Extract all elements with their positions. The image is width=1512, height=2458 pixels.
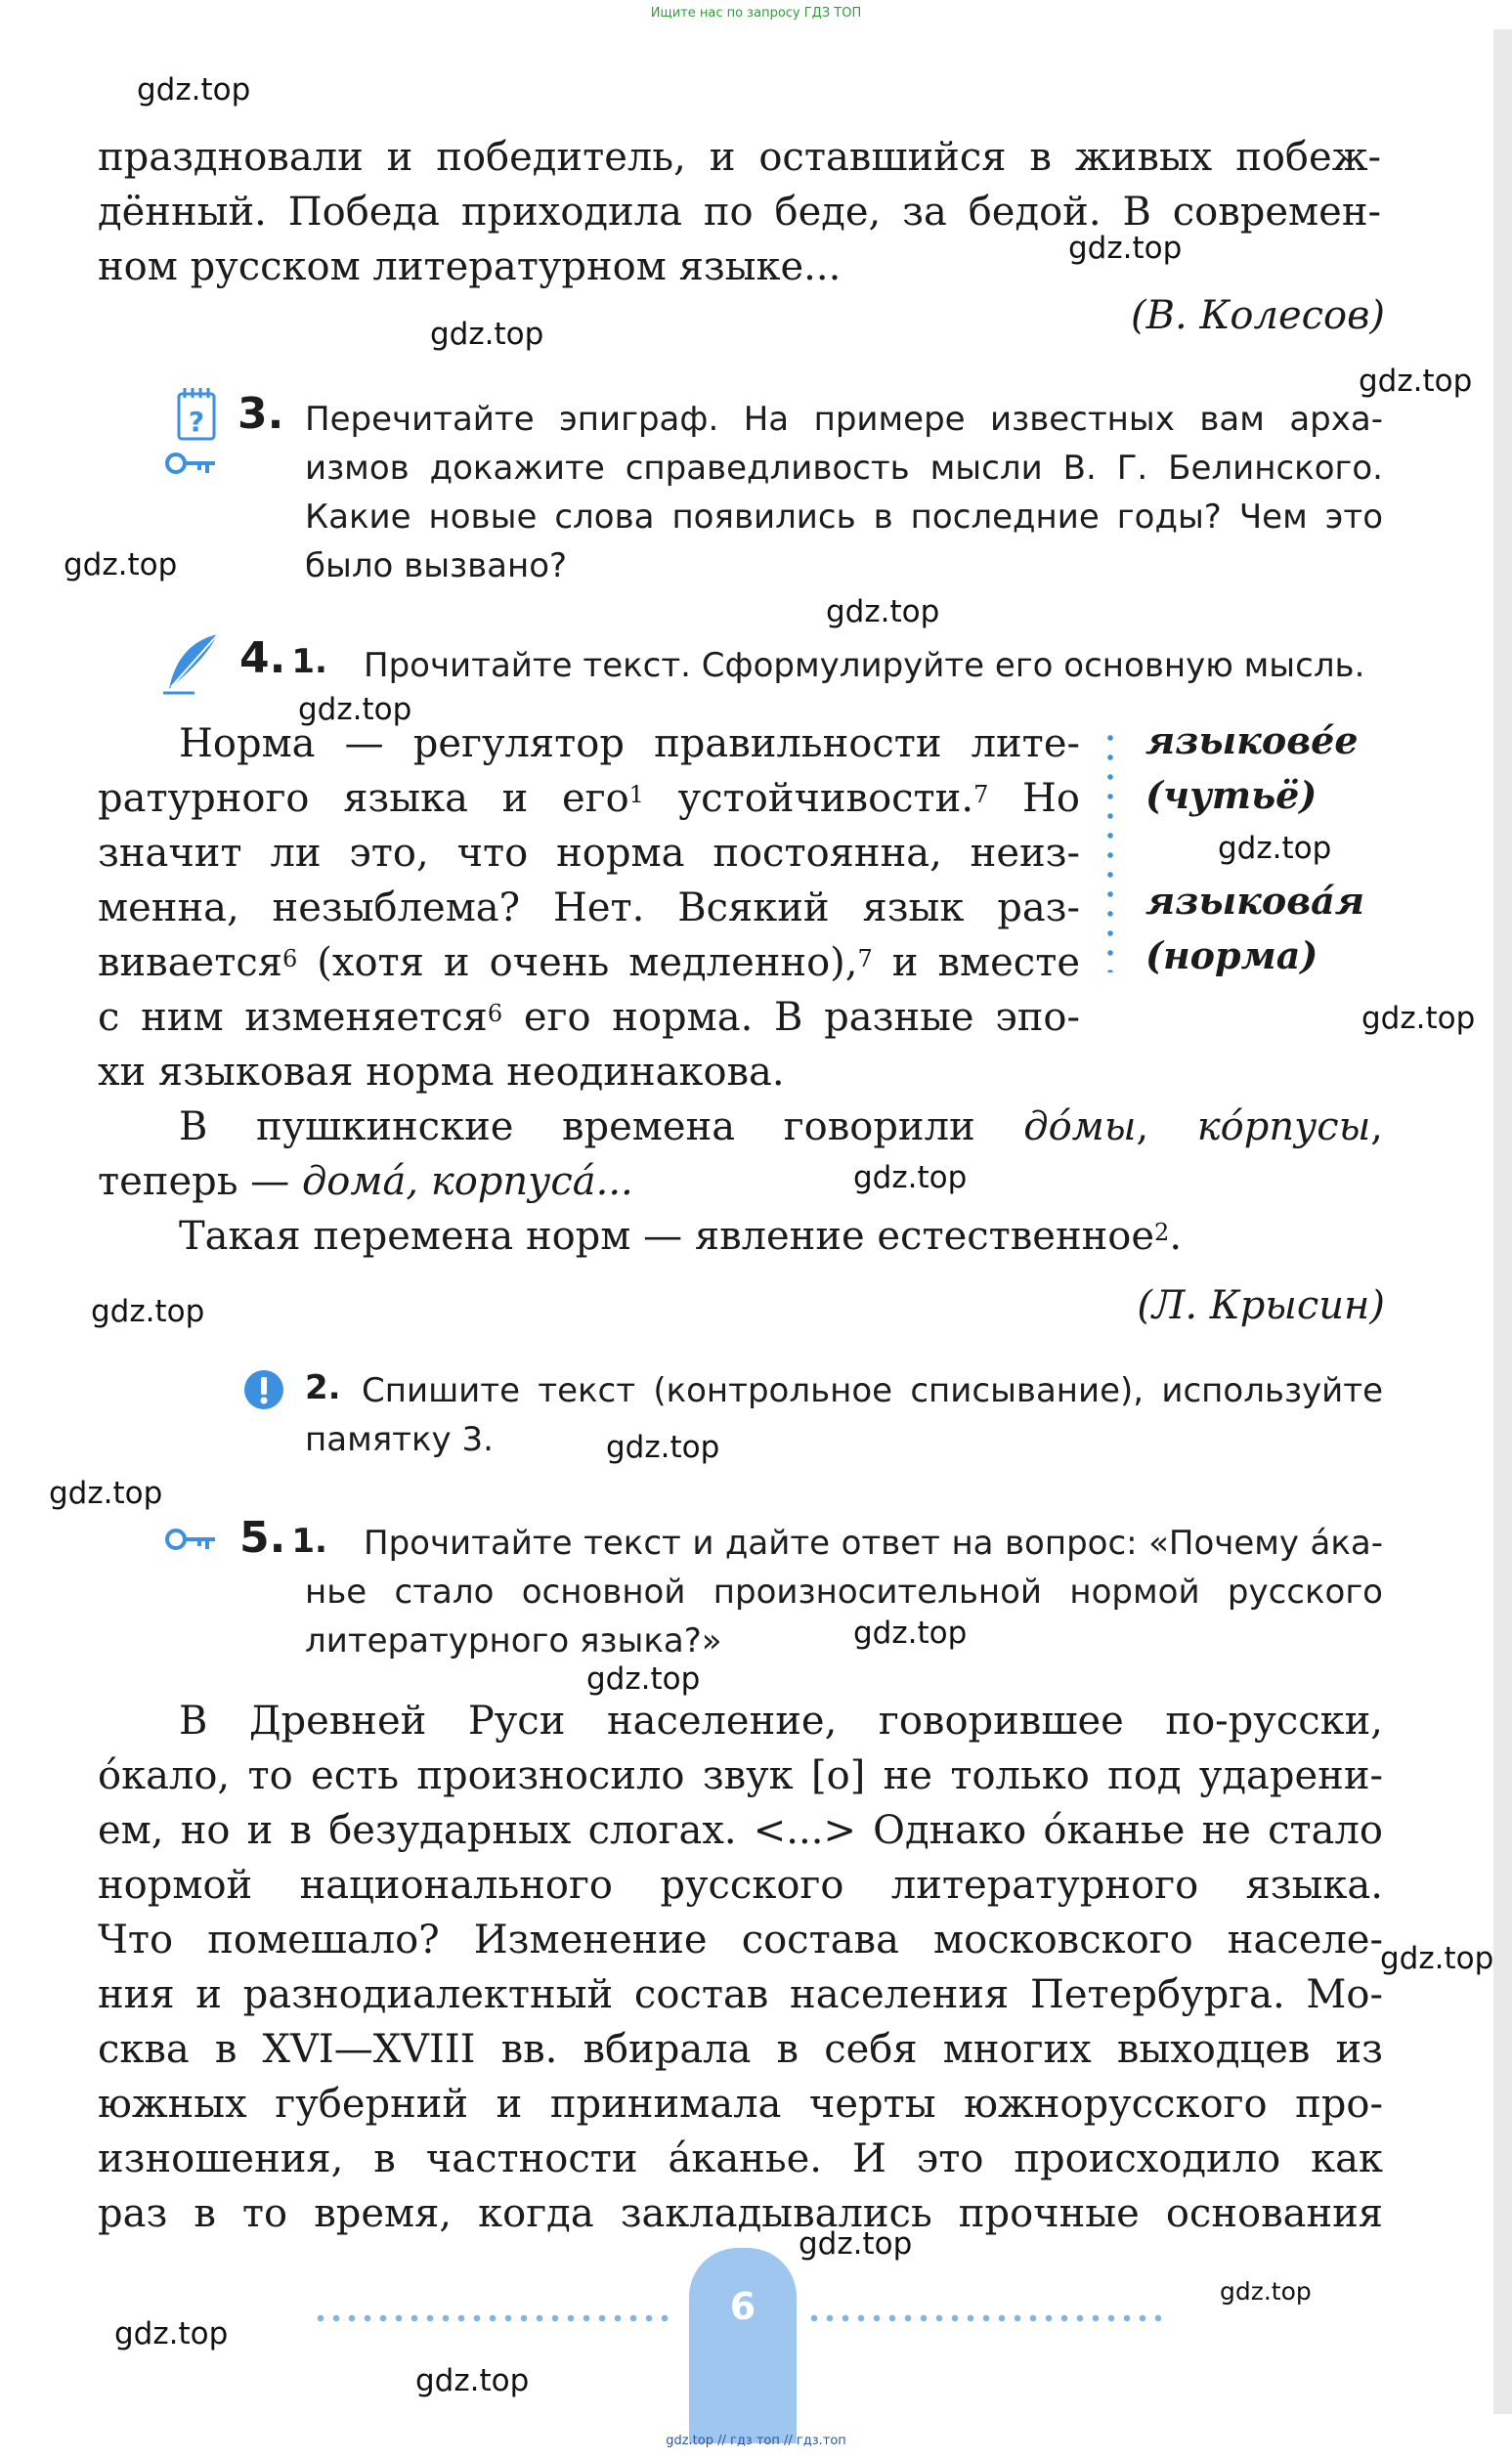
stress-mark: 1 [628,781,644,808]
watermark: gdz.top [1361,1001,1476,1036]
text-line: сква в XVI—XVIII вв. вбирала в себя многих выходцев из [98,2027,1383,2072]
task-5-instruction [305,1519,1383,1665]
text-line: ем, но и в безударных слогах. <...> Однако о́канье не стало [98,1808,1383,1853]
text-line: о́кало, то есть произносило звук [о] не только под ударени- [98,1753,1383,1798]
watermark: gdz.top [1380,1941,1494,1976]
page-edge [1493,29,1512,2414]
watermark: gdz.top [1220,2277,1312,2306]
text-line: В Древней Руси население, говорившее по-русски, [179,1699,1383,1744]
text-line: вивается$^6$ (хотя и очень медленно),$^7$ и вместе [98,940,1080,985]
task-3-text [305,395,1383,590]
sidebar-word: языкова́я [1145,879,1365,923]
watermark: gdz.top [137,72,251,108]
text-line: ратурного языка и его$^1$ устойчивости.$^7$ Но [98,776,1080,821]
fragment-source: (В. Колесов) [1131,293,1385,338]
subtask-number: 1. [291,642,327,681]
text-line: Прочитайте текст и дайте ответ на вопрос: «Почему а́ка- [364,1524,1383,1563]
key-icon [164,1526,219,1553]
task-4-number: 4. 1. [239,633,327,683]
watermark: gdz.top [1218,831,1332,866]
watermark: gdz.top [49,1476,163,1511]
bottom-banner: gdz.top // гдз топ // гдз.топ [666,2434,846,2448]
watermark: gdz.top [64,547,178,582]
question-notepad-icon [176,386,217,441]
text-line: было вызвано? [305,546,568,585]
task-4-subtask-2-number: 2. [305,1368,341,1407]
watermark: gdz.top [826,594,940,629]
watermark: gdz.top [606,1430,720,1465]
page-number: 6 [729,2285,756,2328]
stress-mark: 2 [1154,1219,1170,1246]
top-banner: Ищите нас по запросу ГДЗ ТОП [650,6,862,21]
text-line: Такая перемена норм — явление естественное$^2$. [179,1214,1183,1259]
text-line: Что помешало? Изменение состава московского населе- [98,1918,1383,1962]
text-line: менна, незыблема? Нет. Всякий язык раз- [98,885,1080,930]
stress-mark: 7 [973,781,989,808]
text-line: раз в то время, когда закладывались прочные основания [98,2191,1383,2236]
page-number-tab [689,2248,797,2443]
watermark: gdz.top [1359,364,1473,399]
text-line: В пушкинские времена говорили до́мы, ко́рпусы, [179,1104,1383,1149]
text-line: южных губерний и принимала черты южнорусского про- [98,2082,1383,2127]
footer-dots-left [313,2314,674,2322]
watermark: gdz.top [430,317,544,352]
akanye-text [98,1694,1383,2241]
text-line: ном русском литературном языке... [98,244,842,289]
stress-mark: 6 [487,1000,503,1027]
svg-text:?: ? [188,406,205,438]
text-line: литературного языка?» [305,1621,722,1660]
text-line: памятку 3. [305,1420,494,1459]
watermark: gdz.top [853,1616,968,1651]
exclamation-icon [242,1368,285,1411]
watermark: gdz.top [853,1160,968,1195]
task-4-instruction: Прочитайте текст. Сформулируйте его основную мысль. [364,646,1365,685]
task-4-subtask-2-text [305,1366,1383,1464]
text-line: дённый. Победа приходила по беде, за бедой. В современ- [98,190,1381,235]
text-line: Норма — регулятор правильности лите- [179,721,1080,766]
text-line: нормой национального русского литературного языка. [98,1863,1383,1908]
stress-mark: 6 [281,945,298,972]
norm-text [98,716,1080,1100]
norm-source: (Л. Крысин) [1137,1283,1385,1328]
text-line: изношения, в частности а́канье. И это происходило как [98,2136,1383,2181]
fragment-text [98,130,1381,294]
text-line: ния и разнодиалектный состав населения Петербурга. Мо- [98,1972,1383,2017]
watermark: gdz.top [415,2363,530,2398]
watermark: gdz.top [114,2316,229,2351]
watermark: gdz.top [298,692,412,727]
text-line: значит ли это, что норма постоянна, неиз- [98,831,1080,876]
sidebar-word: (норма) [1145,933,1318,977]
text-line: праздновали и победитель, и оставшийся в живых побеж- [98,135,1381,180]
text-line: теперь — дома́, корпуса́... [98,1159,633,1204]
watermark: gdz.top [91,1294,205,1329]
sidebar-word: языкове́е [1145,718,1359,762]
feather-pen-icon [161,630,222,695]
subtask-number: 1. [291,1522,327,1561]
watermark: gdz.top [799,2226,913,2262]
text-line: с ним изменяется$^6$ его норма. В разные эпо- [98,995,1080,1040]
sidebar-word: (чутьё) [1145,773,1318,817]
text-line: Какие новые слова появились в последние годы? Чем это [305,497,1383,537]
text-line: хи языковая норма неодинакова. [98,1050,785,1095]
text-line: измов докажите справедливость мысли В. Г. Белинского. [305,449,1383,488]
footer-dots-right [806,2314,1168,2322]
stress-mark: 7 [857,945,873,972]
key-icon [164,450,219,477]
norm-text-continued [98,1100,1383,1264]
sidebar-divider [1107,728,1113,972]
task-3-number: 3. [238,389,284,439]
text-line: нье стало основной произносительной нормой русского [305,1573,1383,1612]
watermark: gdz.top [586,1661,701,1697]
task-5-number: 5. 1. [239,1513,327,1563]
watermark: gdz.top [1068,231,1183,266]
text-line: Перечитайте эпиграф. На примере известных вам арха- [305,400,1383,439]
text-line: Спишите текст (контрольное списывание), используйте [362,1371,1383,1410]
